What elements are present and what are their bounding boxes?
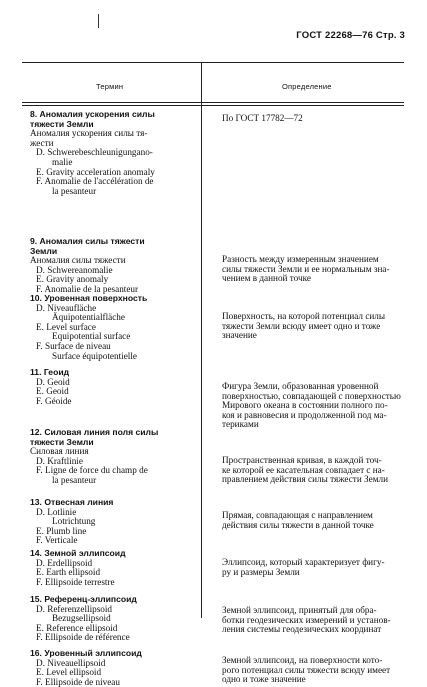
definition-line: териками [222,419,259,430]
term-line: la pesanteur [52,475,97,485]
term-line: 12. Силовая линия поля силы [30,427,159,437]
definition-line: Фигура Земли, образованная уровенной [222,381,379,391]
definition-line: Пространственная кривая, в каждой точ- [222,455,382,465]
header-bottom-rule [22,102,404,103]
term-line: тяжести Земли [30,118,94,129]
definition-line: ке которой ее касательная совпадает с на- [222,464,385,475]
definition-line: ботки геодезических измерений и установ- [222,614,391,625]
term-line: 14. Земной эллипсоид [30,548,126,558]
definition-line: тяжести Земли всюду имеет одно и тоже [222,320,381,331]
table-top-rule [22,62,404,63]
term-line: E. Gravity acceleration anomaly [36,166,155,177]
term-line: F. Ligne de force du champ de [36,465,148,476]
definition-line: чением в данной точке [222,273,311,284]
definition-line: ру и размеры Земли [222,566,300,577]
term-line: D. Kraftlinie [36,455,83,466]
term-line: 11. Геоид [30,367,70,377]
column-divider [201,62,202,618]
term-line: жести [30,137,54,148]
term-line: malie [52,157,73,167]
term-line: 10. Уровенная поверхность [30,293,148,303]
term-line: Bezugsellipsoid [52,613,111,624]
term-line: D. Referenzellipsoid [36,603,113,614]
definition-line: значение [222,330,257,341]
terms-table [22,62,404,687]
term-line: E. Plumb line [36,525,87,536]
definition-line: Земной эллипсоид, принятый для обра- [222,605,377,615]
term-line: D. Schwereanomalie [36,264,113,275]
term-line: la pesanteur [52,185,97,196]
definition-line: Земной эллипсоид, на поверхности кото- [222,655,383,665]
term-line: Äquipotentialfläche [52,312,125,323]
term-line: F. Géoide [36,395,72,406]
definition-line: Поверхность, на которой потенциал силы [222,311,386,321]
header-bottom-rule-2 [22,105,404,106]
term-line: F. Ellipsoide de référence [36,632,130,643]
column-header-definition: Определение [282,82,332,91]
term-line: 9. Аномалия силы тяжести [30,236,145,246]
definition-line: рого потенциал силы тяжести всюду имеет [222,664,391,675]
term-line: E. Earth ellipsoid [36,567,101,578]
term-line: Земли [30,245,58,256]
definition-line: силы тяжести Земли и ее нормальным зна- [222,263,390,274]
term-line: 15. Референц-эллипсоид [30,594,137,604]
term-line: E. Reference ellipsoid [36,622,118,633]
term-line: Силовая линия [30,446,89,457]
term-line: F. Anomalie de la pesanteur [36,284,139,294]
term-line: D. Niveauellipsoid [36,657,106,668]
term-line: D. Erdellipsoid [36,557,93,568]
definition-line: одно и тоже значение [222,674,306,685]
term-line: D. Lotlinie [36,506,77,517]
term-line: F. Verticale [36,535,78,546]
term-line: Lotrichtung [52,516,96,527]
term-line: F. Ellipsoide de niveau [36,676,120,687]
definition-line: правлением действия силы тяжести Земли [222,474,389,485]
term-line: E. Level ellipsoid [36,667,102,678]
definition-line: поверхностью, совпадающей с поверхностью [222,390,401,401]
term-line: 13. Отвесная линия [30,497,114,507]
definition-line: Разность между измеренным значением [222,254,379,264]
term-line: Equipotential surface [52,331,131,342]
definition-line: ления системы геодезических координат [222,624,382,635]
term-line: 16. Уровенный эллипсоид [30,648,142,658]
page-header: ГОСТ 22268—76 Стр. 3 [296,30,405,41]
margin-tick [98,14,99,28]
term-line: Аномалия ускорения силы тя- [30,128,148,139]
column-header-term: Термин [96,82,124,91]
definition-line: коя и равновесия и продолженной под ма- [222,409,387,420]
term-line: E. Level surface [36,321,96,332]
term-line: D. Geoid [36,376,70,387]
term-line: E. Geoid [36,386,69,397]
term-line: F. Surface de niveau [36,341,111,351]
term-line: E. Gravity anomaly [36,274,109,285]
term-line: тяжести Земли [30,436,94,447]
term-line: D. Schwerebeschleunigungano- [36,147,153,158]
term-line: F. Anomalie de l'accélération de [36,176,154,187]
definition-line: действия силы тяжести в данной точке [222,519,374,530]
term-line: D. Niveaufläche [36,302,97,313]
definition-line: Прямая, совпадающая с направлением [222,510,373,520]
definition-line: Мирового океана в состоянии полного по- [222,400,388,411]
term-line: Аномалия силы тяжести [30,255,126,266]
definition-line: Эллипсоид, который характеризует фигу- [222,557,385,567]
term-line: 8. Аномалия ускорения силы [30,109,155,119]
definition-line: По ГОСТ 17782—72 [222,113,303,123]
term-line: Surface équipotentielle [52,350,137,361]
term-line: F. Ellipsoide terrestre [36,576,115,587]
